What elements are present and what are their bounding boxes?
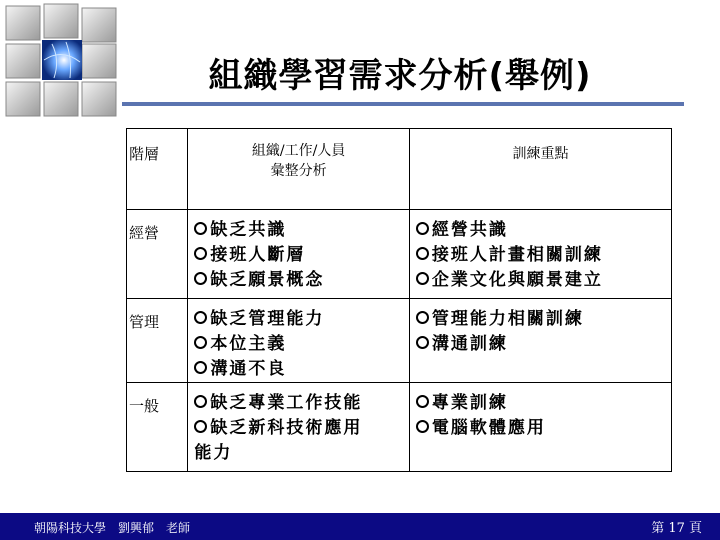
bullet-circle-icon: [416, 336, 429, 349]
page-number: 第 17 頁: [651, 521, 702, 536]
table-header-row: [127, 129, 672, 210]
row-needs: [188, 383, 410, 472]
list-item: 溝通訓練: [416, 332, 671, 357]
bullet-circle-icon: [416, 247, 429, 260]
list-item: 缺乏管理能力: [194, 307, 409, 332]
bullet-circle-icon: [194, 222, 207, 235]
row-level-label: 管理: [129, 313, 160, 331]
bullet-circle-icon: [416, 222, 429, 235]
list-item: 接班人斷層: [194, 243, 409, 268]
header-training-label: 訓練重點: [512, 146, 569, 162]
list-item: 缺乏新科技術應用: [194, 416, 409, 441]
bullet-circle-icon: [194, 311, 207, 324]
header-analysis-line1: 組織/工作/人員: [251, 143, 346, 159]
bullet-circle-icon: [194, 395, 207, 408]
list-item: 電腦軟體應用: [416, 416, 671, 441]
bullet-circle-icon: [416, 311, 429, 324]
row-needs: [188, 210, 410, 299]
row-level: [127, 210, 188, 299]
bullet-circle-icon: [194, 336, 207, 349]
row-training: [409, 210, 671, 299]
list-item: 專業訓練: [416, 391, 671, 416]
page-title: 組織學習需求分析(舉例): [208, 56, 592, 96]
list-item: 溝通不良: [194, 357, 409, 382]
list-item: 管理能力相關訓練: [416, 307, 671, 332]
footer-bar: [0, 513, 720, 540]
bullet-circle-icon: [194, 361, 207, 374]
list-item-continuation: 能力: [194, 443, 233, 463]
table-row: [127, 210, 672, 299]
header-analysis-line2: 彙整分析: [270, 163, 327, 179]
header-analysis: [188, 129, 410, 210]
row-level-label: 一般: [129, 397, 160, 415]
list-item: 缺乏共識: [194, 218, 409, 243]
row-training: [409, 383, 671, 472]
list-item: 經營共識: [416, 218, 671, 243]
list-item: 缺乏專業工作技能: [194, 391, 409, 416]
bullet-circle-icon: [194, 420, 207, 433]
row-level-label: 經營: [129, 224, 160, 242]
bullet-circle-icon: [194, 247, 207, 260]
bullet-circle-icon: [416, 272, 429, 285]
row-level: [127, 383, 188, 472]
header-training: [409, 129, 671, 210]
row-level: [127, 299, 188, 383]
list-item: 本位主義: [194, 332, 409, 357]
logo-cube-globe-icon: [0, 0, 130, 120]
title-underline: [122, 102, 684, 106]
header-level-label: 階層: [129, 145, 160, 163]
table-row: [127, 383, 672, 472]
bullet-circle-icon: [416, 420, 429, 433]
training-needs-table: [126, 128, 672, 472]
bullet-circle-icon: [194, 272, 207, 285]
row-training: [409, 299, 671, 383]
table-row: [127, 299, 672, 383]
list-item: 缺乏願景概念: [194, 268, 409, 293]
list-item: 接班人計畫相關訓練: [416, 243, 671, 268]
bullet-circle-icon: [416, 395, 429, 408]
footer-author: 朝陽科技大學 劉興郁 老師: [34, 521, 191, 535]
list-item: 企業文化與願景建立: [416, 268, 671, 293]
header-level: [127, 129, 188, 210]
row-needs: [188, 299, 410, 383]
